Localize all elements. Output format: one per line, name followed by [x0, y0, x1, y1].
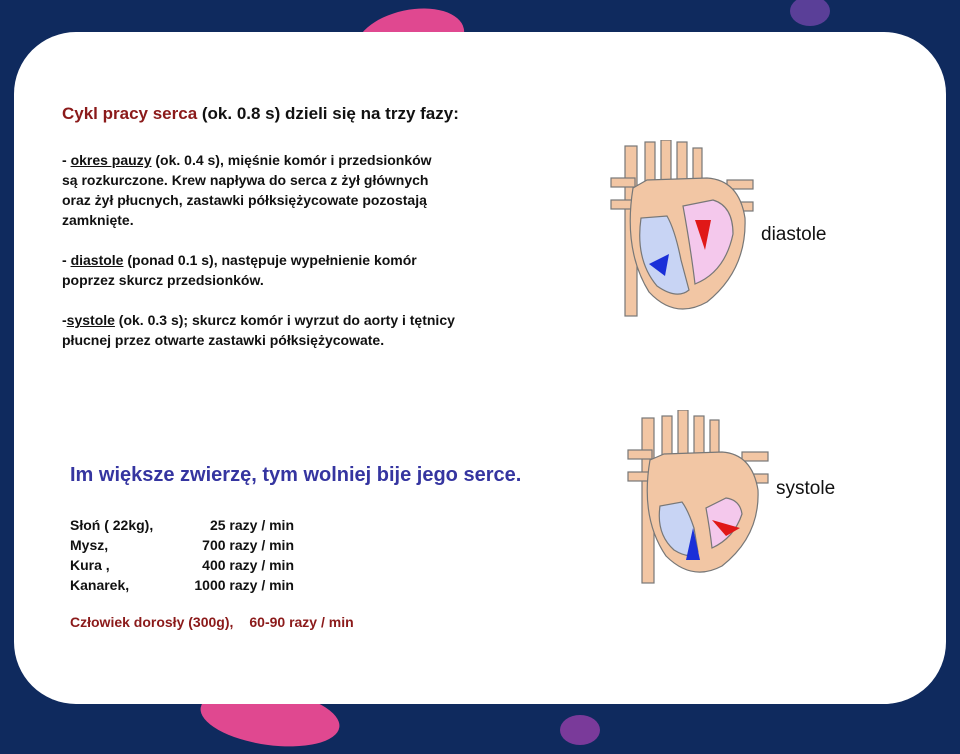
heart-rate-value: 700 razy / min [202, 537, 294, 553]
human-rate: 60-90 razy / min [249, 614, 354, 630]
animal-name: Kura , [70, 557, 110, 573]
decorative-blob [560, 715, 600, 745]
heart-diastole-illustration [607, 140, 757, 320]
heart-rate-value: 1000 razy / min [194, 577, 294, 593]
phase-line: zamknięte. [62, 212, 134, 228]
diastole-label: diastole [761, 224, 827, 245]
phase-text: (ok. 0.4 s), mięśnie komór i przedsionków [151, 152, 432, 168]
phase-term: okres pauzy [70, 152, 152, 168]
phase-line: poprzez skurcz przedsionków. [62, 272, 264, 288]
phase-line [62, 250, 417, 270]
heart-rate-value: 25 razy / min [209, 517, 294, 533]
phase-line [62, 310, 455, 330]
phase-term: systole [66, 312, 115, 328]
phase-prefix: - [62, 252, 71, 268]
phase-text: (ponad 0.1 s), następuje wypełnienie komór [123, 252, 417, 268]
table-row [70, 515, 294, 535]
animal-name: Mysz, [70, 537, 109, 553]
heart-rate-table [70, 515, 294, 595]
phase-line [62, 150, 432, 170]
phase-pause-paragraph [62, 150, 432, 230]
heart-rate-value: 400 razy / min [202, 557, 294, 573]
phase-diastole-paragraph [62, 250, 417, 290]
animal-name: Kanarek, [70, 577, 130, 593]
table-row [70, 575, 294, 595]
slide-title [62, 104, 459, 124]
title-rest: (ok. 0.8 s) dzieli się na trzy fazy: [197, 104, 459, 123]
phase-systole-paragraph [62, 310, 455, 350]
animal-name: Słoń ( 22kg), [70, 517, 154, 533]
heart-systole-illustration [622, 410, 772, 585]
phase-term: diastole [70, 252, 124, 268]
phase-line: oraz żył płucnych, zastawki półksiężycowate pozostają [62, 192, 427, 208]
slide-card [14, 32, 946, 704]
phase-line: płucnej przez otwarte zastawki półksiężycowate. [62, 332, 385, 348]
heart-rate-heading: Im większe zwierzę, tym wolniej bije jego serce. [70, 464, 522, 486]
phase-text: (ok. 0.3 s); skurcz komór i wyrzut do aorty i tętnicy [114, 312, 455, 328]
phase-prefix: - [62, 312, 67, 328]
decorative-blob [790, 0, 830, 26]
human-label: Człowiek dorosły (300g), [70, 614, 234, 630]
phase-line: są rozkurczone. Krew napływa do serca z żył głównych [62, 172, 429, 188]
title-highlight: Cykl pracy serca [62, 104, 198, 123]
table-row [70, 555, 294, 575]
human-heart-rate [70, 614, 354, 630]
phase-prefix: - [62, 152, 71, 168]
table-row [70, 535, 294, 555]
systole-label: systole [776, 478, 836, 499]
